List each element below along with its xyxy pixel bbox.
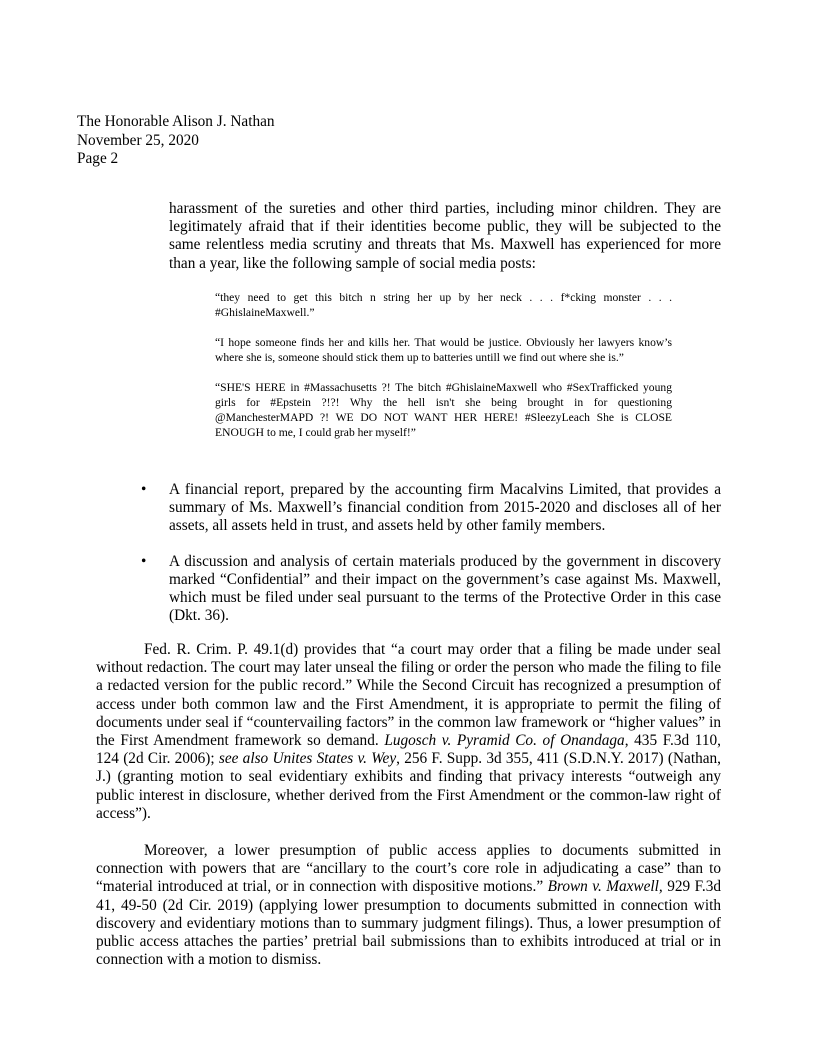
date-line: November 25, 2020	[77, 131, 199, 149]
bullet-item	[141, 481, 721, 536]
bullet-icon: •	[141, 552, 147, 570]
para2-text-b: 929 F.3d 41, 49-50 (2d Cir. 2019) (applying lower presumption to documents submitted in connection with discovery and evidentiary motions than to summary judgment filings). Thus, a lower presumption of public access attaches the parties’ pretrial bail submissions than to exhibits introduced at trial or in connection with a motion to dismiss.	[96, 878, 722, 969]
quote-3: “SHE'S HERE in #Massachusetts ?! The bitch #GhislaineMaxwell who #SexTrafficked young girls for #Epstein ?!?! Why the hell isn't she being brought in for questioning @ManchesterMAPD ?! WE DO NOT WANT HER HERE! #SleezyLeach She is CLOSE ENOUGH to me, I could grab her myself!”	[215, 380, 672, 440]
paragraph-rule-49	[96, 641, 721, 823]
page-number: Page 2	[77, 150, 119, 167]
case-citation-lugosch: Lugosch v. Pyramid Co. of Onandaga	[384, 732, 625, 750]
letter-header	[77, 113, 275, 169]
bullet-text-financial-report: A financial report, prepared by the accounting firm Macalvins Limited, that provides a summary of Ms. Maxwell’s financial condition from 2015-2020 and discloses all of her assets, all assets held in trust, and assets held by other family members.	[169, 481, 721, 535]
para1-text-b: , 435 F.3d 110, 124 (2d Cir. 2006);	[96, 732, 721, 768]
bullet-text-discovery-analysis: A discussion and analysis of certain materials produced by the government in discovery marked “Confidential” and their impact on the government’s case against Ms. Maxwell, which must be filed under seal pursuant to the terms of the Protective Order in this case (Dkt. 36).	[169, 552, 721, 625]
para1-text-a: Fed. R. Crim. P. 49.1(d) provides that “a court may order that a filing be made under seal without redaction. The court may later unseal the filing or order the person who made the filing to file a redacted version for the public record.” While the Second Circuit has recognized a presumption of access under both common law and the First Amendment, it is appropriate to permit the filing of documents under seal if “countervailing factors” in the common law framework or “higher values” in the First Amendment framework so demand.	[96, 641, 721, 750]
continued-bullet-text: harassment of the sureties and other third parties, including minor children. They are legitimately afraid that if their identities become public, they will be subjected to the same relentless media scrutiny and threats that Ms. Maxwell has experienced for more than a year, like the following sample of social media posts:	[169, 200, 721, 272]
quote-1: “they need to get this bitch n string her up by her neck . . . f*cking monster . . . #GhislaineMaxwell.”	[215, 291, 672, 320]
case-citation-wey: see also Unites States v. Wey	[218, 750, 397, 768]
recipient-line: The Honorable Alison J. Nathan	[77, 113, 275, 130]
bullet-icon: •	[141, 481, 147, 498]
quote-2: “I hope someone finds her and kills her. That would be justice. Obviously her lawyers know’s where she is, someone should stick them up to batteries untill we find out where she is.”	[215, 335, 672, 365]
para1-text-c: , 256 F. Supp. 3d 355, 411 (S.D.N.Y. 2017) (Nathan, J.) (granting motion to seal evidentiary exhibits and finding that privacy interests “outweigh any public interest in disclosure, whether derived from the First Amendment or the common-law right of access”).	[96, 750, 721, 822]
paragraph-lower-presumption	[96, 842, 721, 969]
bullet-item	[141, 553, 721, 626]
case-citation-brown: Brown v. Maxwell,	[547, 878, 663, 896]
para2-text-a: Moreover, a lower presumption of public access applies to documents submitted in connection with powers that are “ancillary to the court’s core role in adjudicating a case” than to “material introduced at trial, or in connection with dispositive motions.”	[96, 842, 721, 896]
bullet-list	[141, 481, 721, 642]
quoted-posts	[215, 290, 672, 455]
